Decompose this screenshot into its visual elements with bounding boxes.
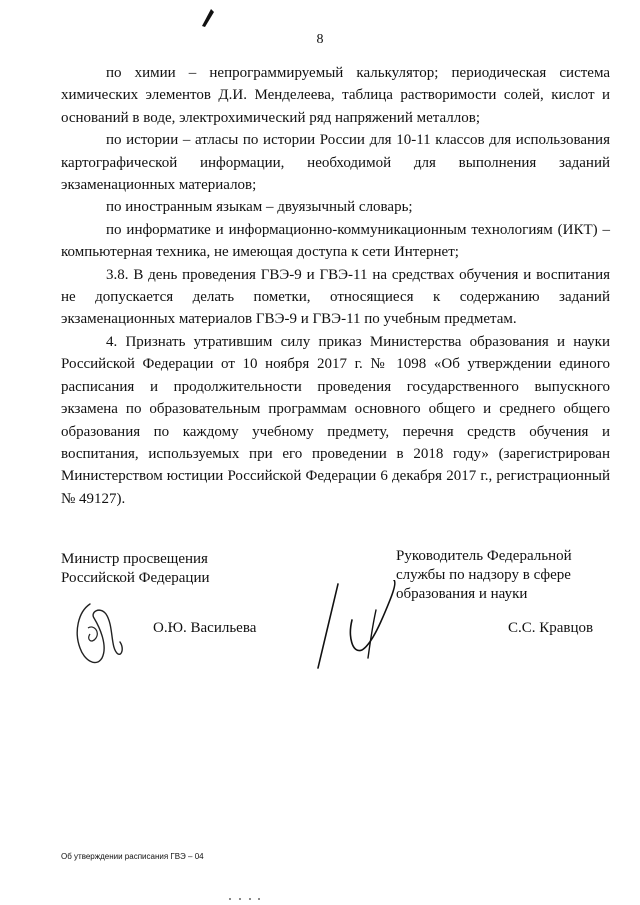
signatory-left-title-line: Российской Федерации	[61, 570, 210, 586]
page-number: 8	[316, 32, 324, 47]
paragraph-3-8: 3.8. В день проведения ГВЭ-9 и ГВЭ-11 на средствах обучения и воспитания не допускается делать пометки, относящиеся к содержанию заданий экзаменационных материалов ГВЭ-9 и ГВЭ-11 по учебным предметам.	[61, 266, 610, 328]
handwritten-signature-left	[70, 598, 126, 670]
scan-artifact	[228, 897, 262, 901]
footer-note: Об утверждении расписания ГВЭ – 04	[61, 852, 204, 861]
paragraph-4: 4. Признать утратившим силу приказ Министерства образования и науки Российской Федерации от 10 ноября 2017 г. № 1098 «Об утверждении единого расписания и продолжительности проведения государственного выпускного экзамена по образовательным программам основного общего и среднего общего образования по каждому учебному предмету, перечня средств обучения и воспитания, используемых при его проведении в 2018 году» (зарегистрирован Министерством юстиции Российской Федерации 6 декабря 2017 г., регистрационный № 49127).	[61, 333, 610, 507]
paragraph-chemistry: по химии – непрограммируемый калькулятор; периодическая система химических элементов Д.И. Менделеева, таблица растворимости солей, кислот и оснований в воде, электрохимический ряд напряжений металлов;	[61, 65, 610, 126]
signatory-right-title-line: службы по надзору в сфере	[396, 567, 571, 583]
signatory-right-name: С.С. Кравцов	[508, 620, 594, 636]
signatory-right-title	[396, 547, 572, 604]
signatory-right-title-line: Руководитель Федеральной	[396, 548, 572, 564]
signatory-right-title-line: образования и науки	[396, 586, 528, 602]
paragraph-foreign-languages: по иностранным языкам – двуязычный словарь;	[106, 199, 413, 216]
handwritten-signature-right	[312, 580, 417, 675]
signatory-left-title	[61, 550, 210, 588]
paragraph-informatics: по информатике и информационно-коммуникационным технологиям (ИКТ) – компьютерная техника, не имеющая доступа к сети Интернет;	[61, 221, 610, 261]
pen-mark-icon	[199, 6, 215, 28]
signatory-left-name: О.Ю. Васильева	[153, 620, 257, 636]
signatory-left-title-line: Министр просвещения	[61, 551, 208, 567]
document-body	[61, 62, 610, 510]
paragraph-history: по истории – атласы по истории России для 10-11 классов для использования картографической информации, необходимой для выполнения заданий экзаменационных материалов;	[61, 132, 610, 194]
